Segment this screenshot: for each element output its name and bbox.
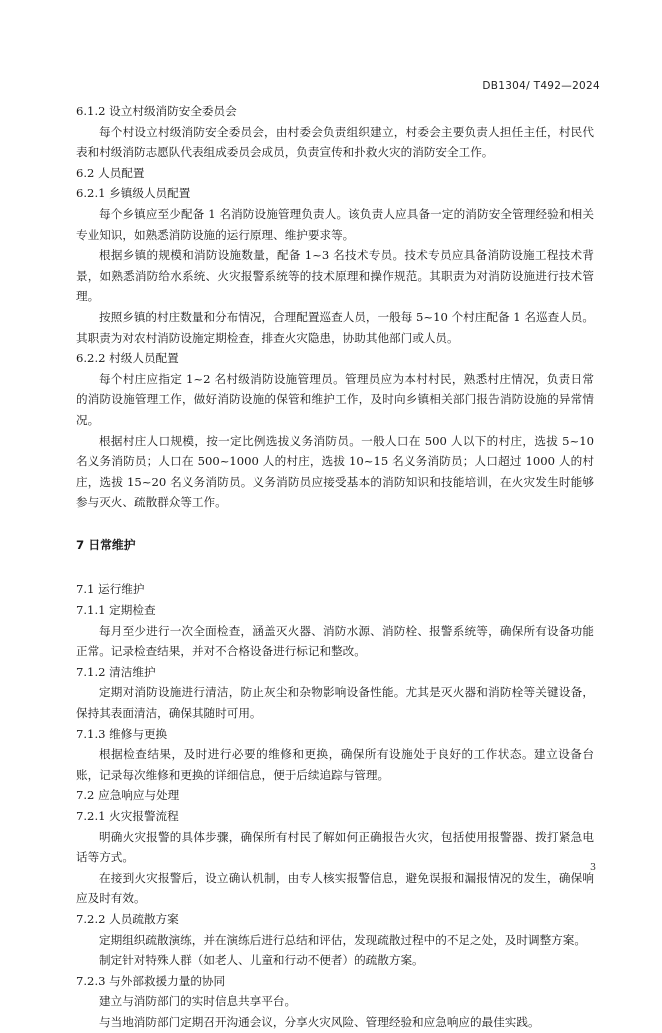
paragraph: 制定针对特殊人群（如老人、儿童和行动不便者）的疏散方案。 bbox=[99, 953, 424, 968]
paragraph: 与当地消防部门定期召开沟通会议，分享火灾风险、管理经验和应急响应的最佳实践。 bbox=[99, 1014, 540, 1029]
section-heading: 6.1.2 设立村级消防安全委员会 bbox=[76, 104, 237, 118]
paragraph: 按照乡镇的村庄数量和分布情况，合理配置巡查人员，一般每 5~10 个村庄配备 1 名巡查人员。其职责为对农村消防设施定期检查，排查火灾隐患，协助其他部门或人员。 bbox=[76, 309, 594, 345]
section-heading: 7.2 应急响应与处理 bbox=[76, 788, 180, 803]
section-heading: 7.1.1 定期检查 bbox=[76, 603, 156, 618]
section-heading: 7.2.3 与外部救援力量的协同 bbox=[76, 973, 226, 988]
document-body bbox=[76, 101, 594, 1033]
paragraph: 每月至少进行一次全面检查，涵盖灭火器、消防水源、消防栓、报警系统等，确保所有设备功能正常。记录检查结果，并对不合格设备进行标记和整改。 bbox=[76, 623, 594, 659]
paragraph: 每个乡镇应至少配备 1 名消防设施管理负责人。该负责人应具备一定的消防安全管理经验和相关专业知识，如熟悉消防设施的运行原理、维护要求等。 bbox=[76, 206, 594, 242]
chapter-heading: 7 日常维护 bbox=[76, 537, 136, 552]
paragraph: 在接到火灾报警后，设立确认机制，由专人核实报警信息，避免误报和漏报情况的发生，确保响应及时有效。 bbox=[76, 870, 594, 906]
paragraph: 每个村庄应指定 1~2 名村级消防设施管理员。管理员应为本村村民，熟悉村庄情况，负责日常的消防设施管理工作，做好消防设施的保管和维护工作，及时向乡镇相关部门报告消防设施的异常情况。 bbox=[76, 371, 594, 427]
paragraph: 每个村设立村级消防安全委员会，由村委会负责组织建立，村委会主要负责人担任主任，村民代表和村级消防志愿队代表组成委员会成员，负责宣传和扑救火灾的消防安全工作。 bbox=[76, 124, 594, 160]
section-heading: 6.2.1 乡镇级人员配置 bbox=[76, 186, 191, 201]
section-heading: 7.2.2 人员疏散方案 bbox=[76, 911, 179, 926]
paragraph: 定期组织疏散演练，并在演练后进行总结和评估，发现疏散过程中的不足之处，及时调整方案。 bbox=[99, 932, 586, 947]
paragraph: 根据检查结果，及时进行必要的维修和更换，确保所有设施处于良好的工作状态。建立设备台账，记录每次维修和更换的详细信息，便于后续追踪与管理。 bbox=[76, 747, 594, 782]
paragraph: 定期对消防设施进行清洁，防止灰尘和杂物影响设备性能。尤其是灭火器和消防栓等关键设备，保持其表面清洁，确保其随时可用。 bbox=[76, 685, 594, 721]
section-heading: 7.1 运行维护 bbox=[76, 582, 145, 597]
section-heading: 7.1.3 维修与更换 bbox=[76, 726, 168, 741]
paragraph: 根据村庄人口规模，按一定比例选拔义务消防员。一般人口在 500 人以下的村庄，选拔 5~10 名义务消防员；人口在 500~1000 人的村庄，选拔 10~15 名义务消防员；人口超过 1000 人的村庄，选拔 15~20 名义务消防员。义务消防员应接受基本的消防知识和技能培训，在火灾发生时能够参与灭火、疏散群众等工作。 bbox=[76, 433, 594, 510]
paragraph: 明确火灾报警的具体步骤，确保所有村民了解如何正确报告火灾，包括使用报警器、拨打紧急电话等方式。 bbox=[76, 829, 594, 865]
section-heading: 7.1.2 清洁维护 bbox=[76, 664, 156, 679]
paragraph: 建立与消防部门的实时信息共享平台。 bbox=[99, 994, 297, 1009]
paragraph: 根据乡镇的规模和消防设施数量，配备 1~3 名技术专员。技术专员应具备消防设施工程技术背景，如熟悉消防给水系统、火灾报警系统等的技术原理和操作规范。其职责为对消防设施进行技术管理。 bbox=[76, 248, 594, 304]
section-heading: 7.2.1 火灾报警流程 bbox=[76, 809, 179, 823]
document-code: DB1304/ T492—2024 bbox=[482, 80, 600, 92]
section-heading: 6.2 人员配置 bbox=[76, 165, 145, 180]
section-heading: 6.2.2 村级人员配置 bbox=[76, 351, 179, 366]
page-number: 3 bbox=[589, 862, 596, 873]
